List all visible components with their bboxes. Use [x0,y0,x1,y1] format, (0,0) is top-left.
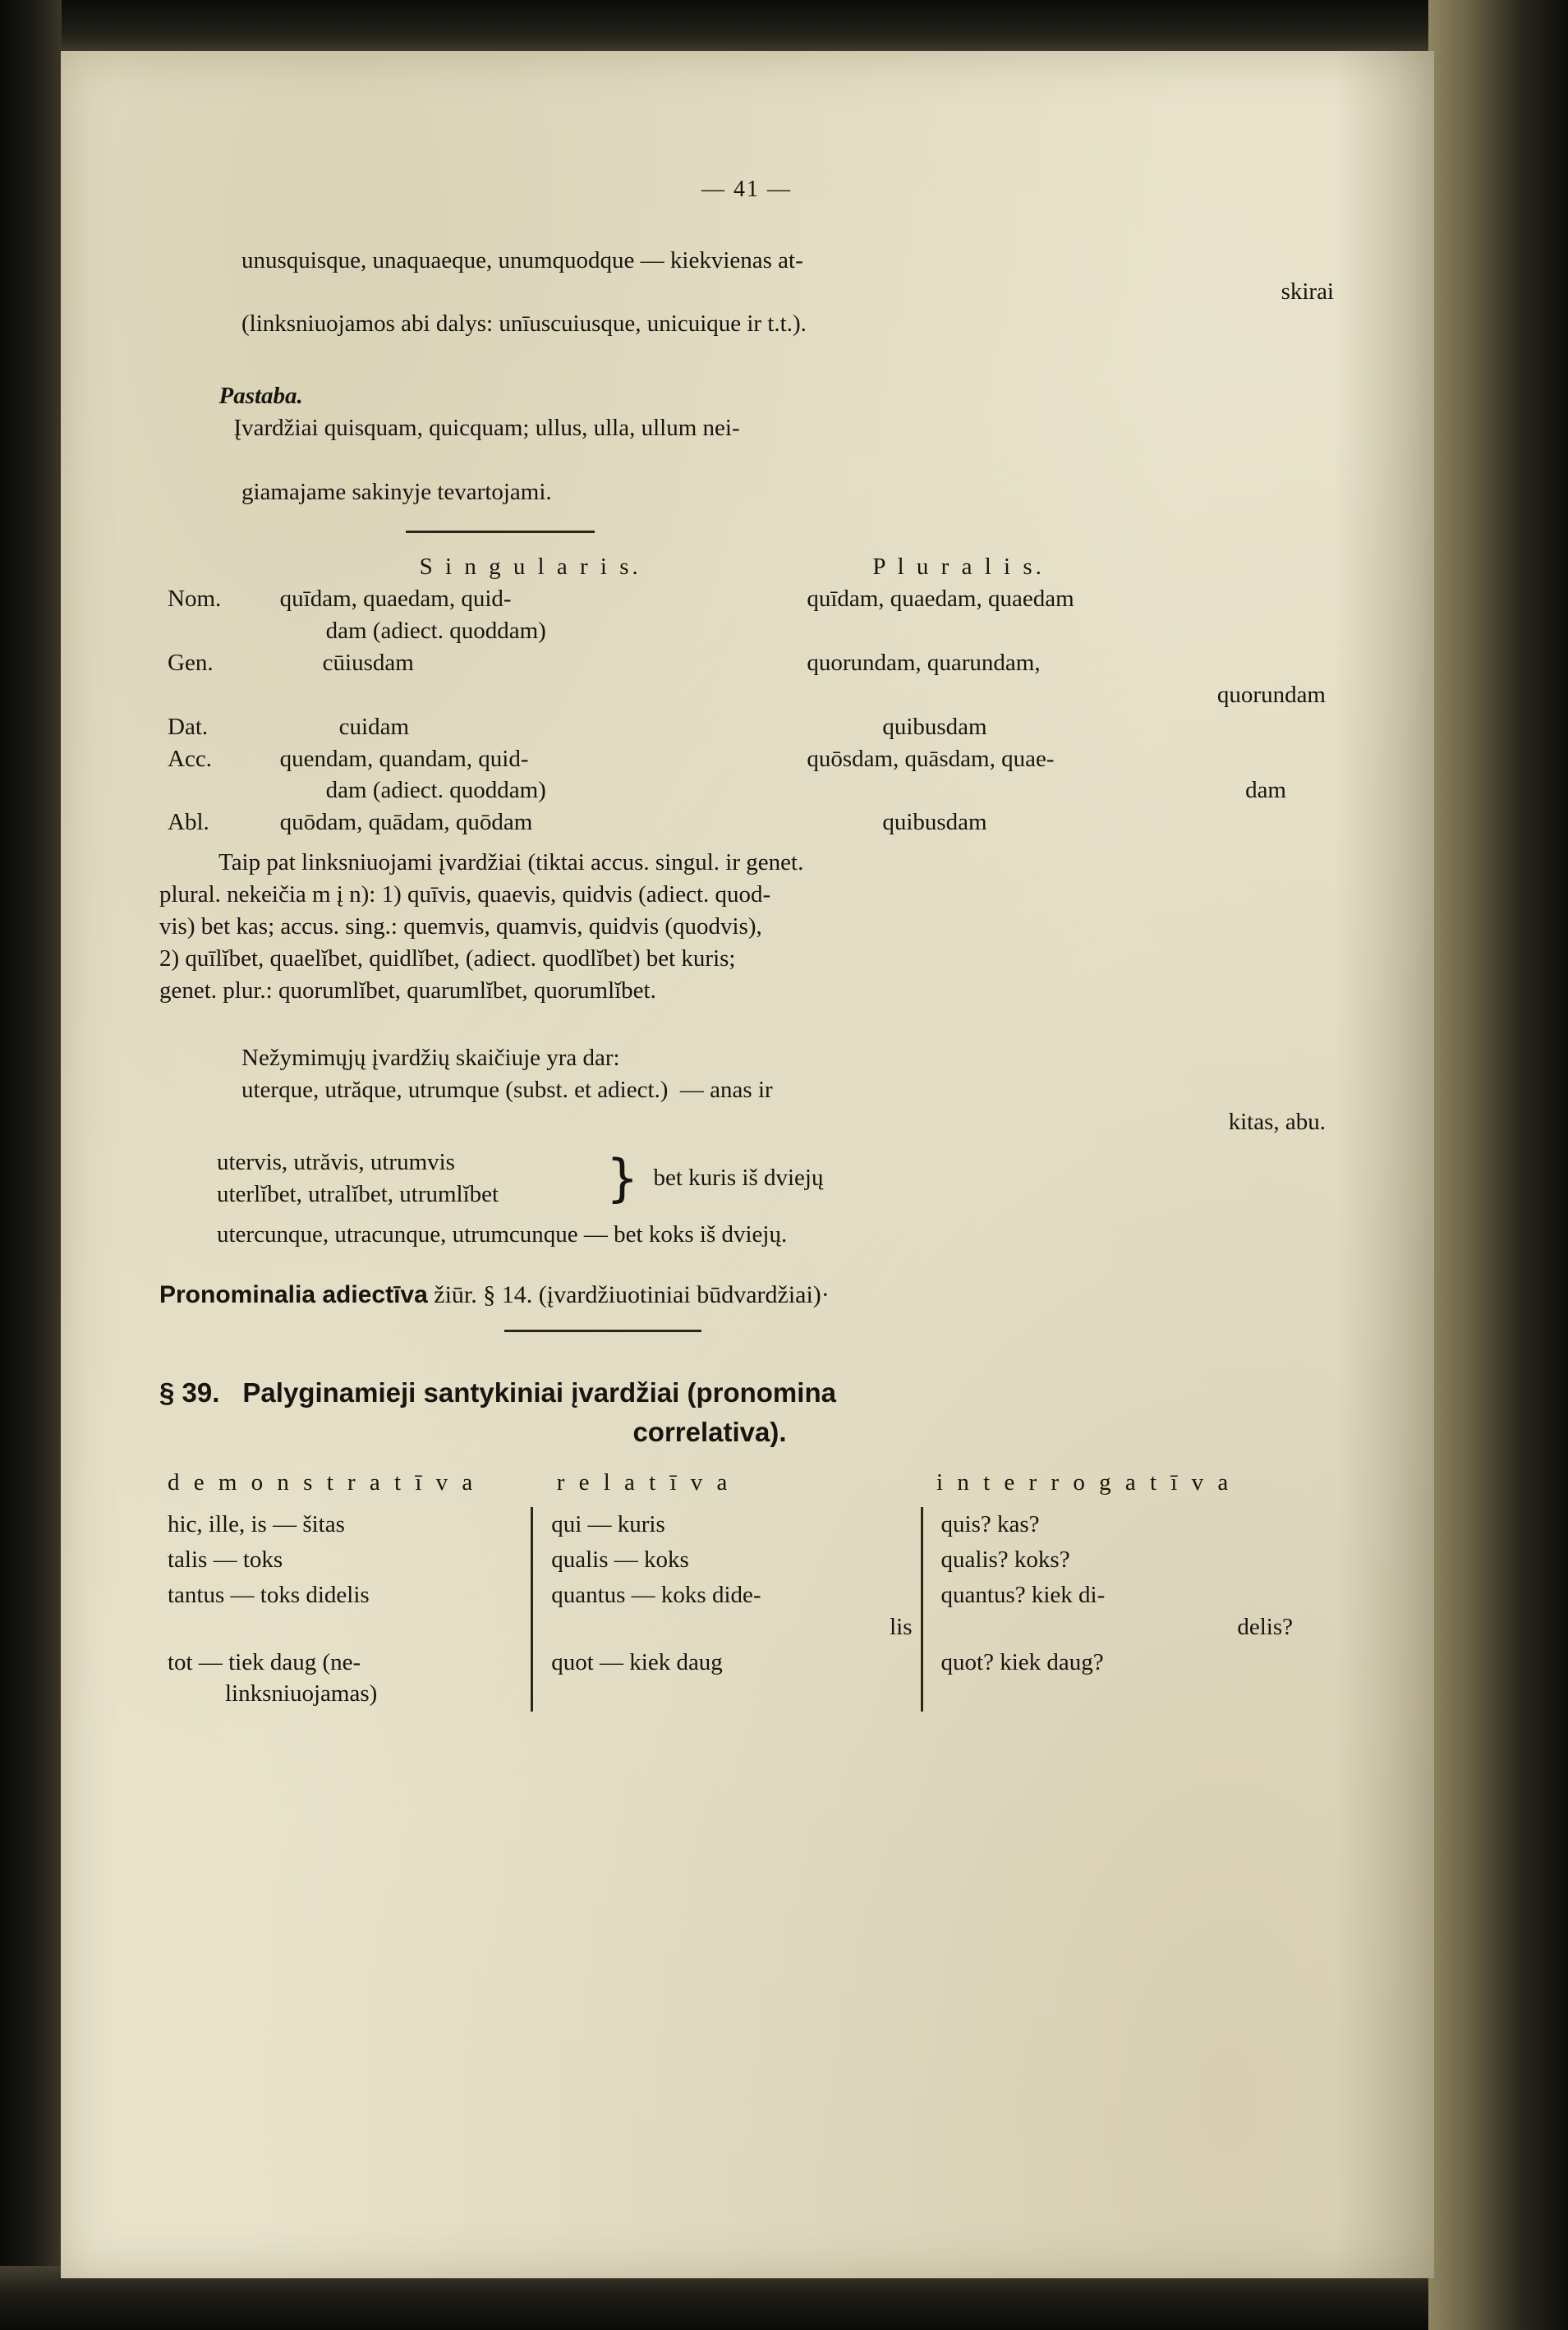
unusquisque-line-tail: skirai [1281,278,1334,306]
pastaba-line [159,348,1334,476]
brace-items [217,1147,603,1211]
page-number: — 41 — [701,177,792,202]
cell-demonstrativa-cont: linksniuojamas) [225,1680,378,1707]
pluralis-header: P l u r a l i s. [872,554,1045,581]
case-label: Nom. [168,586,222,613]
cell-pl-cont: quorundam [1216,681,1326,708]
brace-group [159,1147,1334,1211]
cell-sg: quōdam, quādam, quōdam [279,809,533,836]
cell-pl: quīdam, quaedam, quaedam [807,586,1074,613]
para1-line2: plural. nekeičia m į n): 1) quīvis, quaevis, quidvis (adiect. quod- [159,880,771,908]
case-label: Acc. [168,745,212,772]
cell-sg-cont: dam (adiect. quoddam) [325,618,546,645]
table-row [159,807,1334,839]
case-label: Abl. [168,809,209,836]
declension-head-blank [159,551,280,583]
cell-interrogativa-cont: delis? [1237,1613,1293,1640]
col-header-interrogativa: i n t e r r o g a t ī v a [936,1469,1233,1496]
pronominalia-label: Pronominalia adiectīva [159,1280,428,1308]
section-title: Palyginamieji santykiniai įvardžiai (pronomina [242,1376,836,1408]
para1-line5: genet. plur.: quorumlĭbet, quarumlĭbet, quorumlĭbet. [159,977,656,1004]
singularis-header: S i n g u l a r i s. [419,554,641,581]
cell-pl: quorundam, quarundam, [807,649,1041,676]
declension-head-row [159,551,1334,583]
cell-interrogativa: quis? kas? [922,1507,1301,1542]
cell-pl-cont: dam [1245,777,1286,804]
cell-sg: cūiusdam [322,649,414,676]
cell-sg: quīdam, quaedam, quid- [279,586,512,613]
case-label: Gen. [168,649,214,676]
table-row [159,1645,1301,1712]
cell-demonstrativa: tantus — toks didelis [168,1581,370,1608]
table-row [159,743,1334,807]
divider-rule-2 [504,1330,701,1332]
cell-interrogativa: qualis? koks? [922,1542,1301,1578]
para1-line1: Taip pat linksniuojami įvardžiai (tiktai accus. singul. ir genet. [218,849,804,876]
pronominalia-line [159,1279,1334,1312]
para1-line3: vis) bet kas; accus. sing.: quemvis, quamvis, quidvis (quodvis), [159,912,762,940]
cell-demonstrativa: hic, ille, is — šitas [168,1511,345,1538]
table-row [159,1542,1301,1578]
paragraph-1 [159,847,1334,1006]
cell-sg: quendam, quandam, quid- [279,745,529,772]
utercunque-line: utercunque, utracunque, utrumcunque — bet koks iš dviejų. [217,1220,788,1248]
pronominalia-rest: žiūr. § 14. (įvardžiuotiniai būdvardžiai)· [427,1280,830,1308]
cell-interrogativa: quantus? kiek di- [940,1581,1106,1608]
section-number: § 39. [159,1376,220,1408]
divider-rule-1 [406,531,595,533]
indefinite-block [159,1042,1334,1250]
col-header-demonstrativa: d e m o n s t r a t ī v a [168,1469,477,1496]
table-row [159,647,1334,711]
section-title-line2: correlativa). [632,1416,787,1447]
page-surface [61,51,1434,2278]
uterque-line-tail: kitas, abu. [1228,1109,1326,1136]
pastaba-text: Įvardžiai quisquam, quicquam; ullus, ulla, ullum nei- [233,414,740,441]
cell-relativa: quantus — koks dide- [551,1581,761,1608]
cell-pl: quibusdam [882,713,987,740]
page-content [159,51,1334,2278]
col-header-relativa: r e l a t ī v a [556,1469,732,1496]
cell-pl: quōsdam, quāsdam, quae- [807,745,1055,772]
correlativa-table [159,1465,1301,1712]
brace-icon: } [606,1148,639,1209]
scan-edge-left [0,0,62,2330]
scan-edge-right [1428,0,1568,2330]
declension-note-line: (linksniuojamos abi dalys: unīuscuiusque, unicuique ir t.t.). [241,310,807,338]
cell-demonstrativa: talis — toks [168,1546,283,1573]
uterlibet-line: uterlĭbet, utralĭbet, utrumlĭbet [217,1180,499,1207]
table-row [159,583,1334,647]
case-label: Dat. [168,713,209,740]
table-row [159,1578,1301,1645]
cell-relativa: qualis — koks [532,1542,922,1578]
pastaba-label: Pastaba. [218,382,303,409]
correlativa-header-row [159,1465,1301,1507]
cell-pl: quibusdam [882,809,987,836]
declension-table [159,551,1334,839]
cell-interrogativa: quot? kiek daug? [922,1645,1301,1712]
cell-demonstrativa: tot — tiek daug (ne- [168,1648,361,1675]
pastaba-text-2: giamajame sakinyje tevartojami. [241,478,552,505]
table-row [159,1507,1301,1542]
cell-relativa: quot — kiek daug [532,1645,922,1712]
brace-gloss: bet kuris iš dviejų [653,1165,824,1192]
para1-line4: 2) quīlĭbet, quaelĭbet, quidlĭbet, (adiect. quodlĭbet) bet kuris; [159,944,736,972]
cell-relativa-cont: lis [890,1613,913,1640]
indefinite-heading: Nežymimųjų įvardžių skaičiuje yra dar: [241,1045,620,1072]
uterque-line: uterque, utrăque, utrumque (subst. et adiect.) — anas ir [241,1077,773,1104]
unusquisque-line: unusquisque, unaquaeque, unumquodque — kiekvienas at- [241,246,803,273]
section-heading [159,1375,1334,1411]
utervis-line: utervis, utrăvis, utrumvis [217,1149,455,1175]
table-row [159,711,1334,743]
cell-sg-cont: dam (adiect. quoddam) [325,777,546,804]
cell-sg: cuidam [338,713,410,740]
top-block [159,245,1334,508]
cell-relativa: qui — kuris [532,1507,922,1542]
